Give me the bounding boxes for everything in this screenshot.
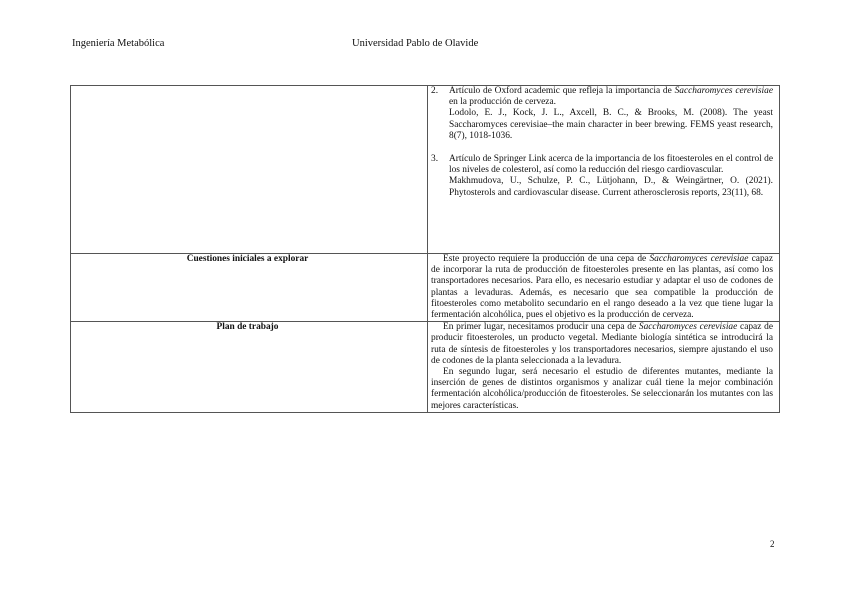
reference-description: Artículo de Springer Link acerca de la importancia de los fitoesteroles en el control de los niveles de colesterol, así como la reducción del riesgo cardiovascular.	[449, 154, 773, 176]
cuestiones-text: Este proyecto requiere la producción de una cepa de Saccharomyces cerevisiae capaz de incorporar la ruta de producción de fitoesteroles presente en las plantas, así como los transportadores necesarios. Para ello, es necesario estudiar y adaptar el uso de codones de plantas a levaduras. Además, es necesario que sea compatible la producción de fitoesteroles como metabolito secundario en el rango deseado a la vez que tiene lugar la fermentación alcohólica, pues el objetivo es la producción de cerveza.	[428, 254, 780, 322]
plan-row	[71, 322, 780, 413]
references-list	[431, 86, 773, 199]
page-number: 2	[770, 539, 775, 549]
plan-label: Plan de trabajo	[71, 322, 428, 413]
header-center-title: Universidad Pablo de Olavide	[352, 38, 479, 49]
references-row	[71, 86, 780, 254]
references-cell	[428, 86, 780, 254]
references-label-cell	[71, 86, 428, 254]
reference-citation: Lodolo, E. J., Kock, J. L., Axcell, B. C., & Brooks, M. (2008). The yeast Saccharomyces cerevisiae–the main character in beer brewing. FEMS yeast research, 8(7), 1018-1036.	[449, 108, 773, 141]
reference-description: Artículo de Oxford academic que refleja la importancia de Saccharomyces cerevisiae en la producción de cerveza.	[449, 86, 773, 108]
reference-item	[431, 86, 773, 142]
content-table	[70, 85, 780, 413]
reference-number: 3.	[431, 154, 439, 165]
plan-paragraph-2: En segundo lugar, será necesario el estudio de diferentes mutantes, mediante la inserción de genes de distintos organismos y analizar cuál tiene la mejor combinación fermentación alcohólica/producción de fitoesteroles. Se seleccionarán los mutantes con las mejores características.	[431, 367, 773, 411]
reference-number: 2.	[431, 86, 439, 96]
reference-item	[431, 154, 773, 199]
header-left-title: Ingeniería Metabólica	[72, 38, 165, 49]
cuestiones-row	[71, 254, 780, 322]
plan-text	[428, 322, 780, 413]
cuestiones-label: Cuestiones iniciales a explorar	[71, 254, 428, 322]
reference-citation: Makhmudova, U., Schulze, P. C., Lütjohann, D., & Weingärtner, O. (2021). Phytosterols and cardiovascular disease. Current atherosclerosis reports, 23(11), 68.	[449, 176, 773, 198]
plan-paragraph-1: En primer lugar, necesitamos producir una cepa de Saccharomyces cerevisiae capaz de producir fitoesteroles, un producto vegetal. Mediante biología sintética se introducirá la ruta de síntesis de fitoesteroles y los transportadores necesarios, siempre ajustando el uso de codones de la planta seleccionada a la levadura.	[431, 322, 773, 366]
